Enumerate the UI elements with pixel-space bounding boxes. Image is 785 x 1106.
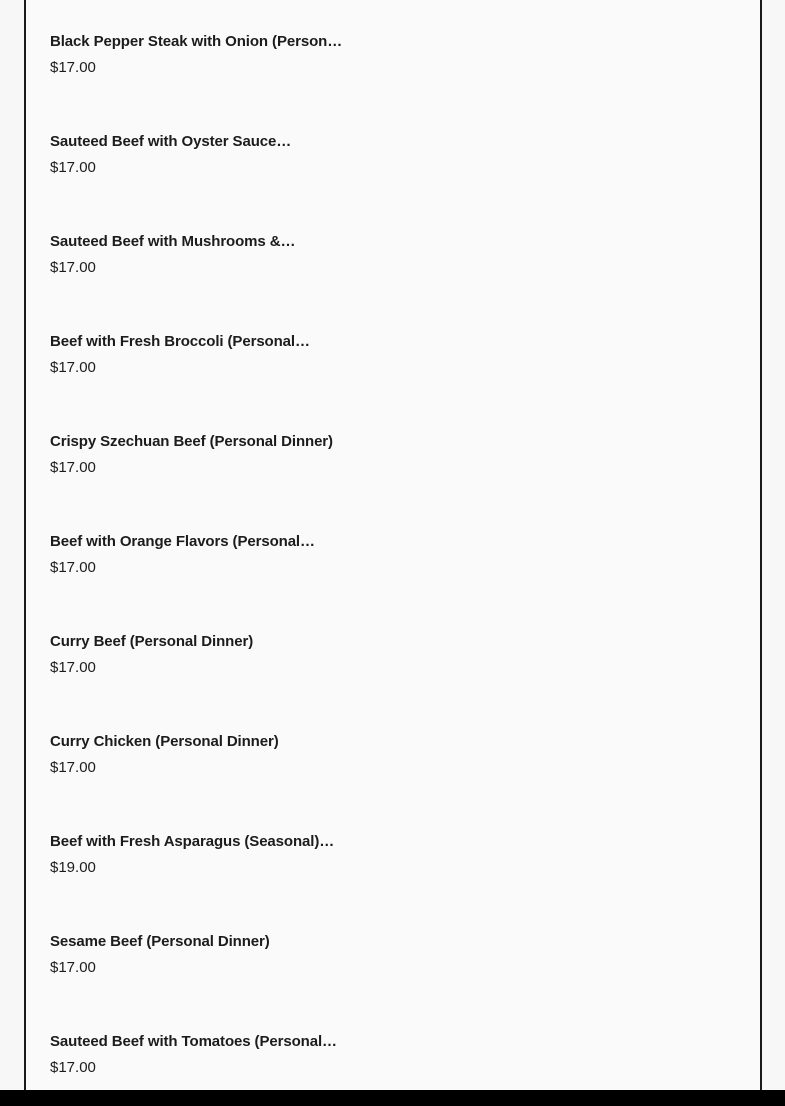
menu-item[interactable] bbox=[50, 332, 690, 392]
menu-item-price: $17.00 bbox=[50, 759, 96, 776]
menu-item[interactable] bbox=[50, 32, 690, 92]
menu-item[interactable] bbox=[50, 132, 690, 192]
menu-item[interactable] bbox=[50, 632, 690, 692]
menu-item-name: Black Pepper Steak with Onion (Person… bbox=[50, 33, 343, 50]
menu-item-price: $17.00 bbox=[50, 959, 96, 976]
menu-item-price: $19.00 bbox=[50, 859, 96, 876]
menu-panel bbox=[24, 0, 762, 1090]
menu-item-price: $17.00 bbox=[50, 359, 96, 376]
menu-item-name: Curry Beef (Personal Dinner) bbox=[50, 633, 254, 650]
menu-item-name: Sauteed Beef with Tomatoes (Personal… bbox=[50, 1033, 337, 1050]
menu-item-name: Curry Chicken (Personal Dinner) bbox=[50, 733, 279, 750]
menu-item-price: $17.00 bbox=[50, 259, 96, 276]
bottom-bar bbox=[0, 1090, 785, 1106]
menu-item-name: Beef with Fresh Broccoli (Personal… bbox=[50, 333, 310, 350]
menu-item-price: $17.00 bbox=[50, 1059, 96, 1076]
menu-item-price: $17.00 bbox=[50, 559, 96, 576]
menu-item-price: $17.00 bbox=[50, 159, 96, 176]
menu-item-name: Sauteed Beef with Oyster Sauce… bbox=[50, 133, 292, 150]
menu-item-price: $17.00 bbox=[50, 659, 96, 676]
menu-item[interactable] bbox=[50, 232, 690, 292]
menu-item-name: Beef with Fresh Asparagus (Seasonal)… bbox=[50, 833, 335, 850]
menu-item-price: $17.00 bbox=[50, 459, 96, 476]
menu-item-name: Sauteed Beef with Mushrooms &… bbox=[50, 233, 296, 250]
menu-item[interactable] bbox=[50, 732, 690, 792]
menu-item-name: Crispy Szechuan Beef (Personal Dinner) bbox=[50, 433, 333, 450]
menu-item[interactable] bbox=[50, 1032, 690, 1092]
menu-item[interactable] bbox=[50, 432, 690, 492]
menu-item-name: Beef with Orange Flavors (Personal… bbox=[50, 533, 315, 550]
menu-item-price: $17.00 bbox=[50, 59, 96, 76]
menu-item[interactable] bbox=[50, 832, 690, 892]
menu-item-name: Sesame Beef (Personal Dinner) bbox=[50, 933, 270, 950]
menu-item[interactable] bbox=[50, 532, 690, 592]
menu-item[interactable] bbox=[50, 932, 690, 992]
